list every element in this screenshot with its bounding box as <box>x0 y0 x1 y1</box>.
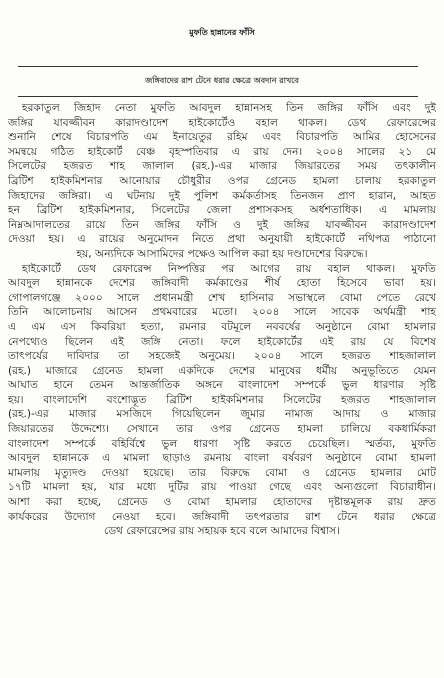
article-line: বাংলাদেশ সম্পর্কে বহির্বিশ্বে ভুল ধারণা সৃষ্টি করতে চেয়েছিল। স্মর্তব্য, মুফতি <box>8 437 436 450</box>
article-line: হন ব্রিটিশ হাইকমিশনার, সিলেটের জেলা প্রশাসকসহ অর্ধশতাধিক। এ মামলায় <box>8 204 436 217</box>
article-line: হয়। বাংলাদেশি বংশোদ্ভূত ব্রিটিশ হাইকমিশনার সিলেটের হজরত শাহজালাল <box>8 393 436 406</box>
article-line: এ এম এস কিবরিয়া হত্যা, রমনার বটমূলে নববর্ষের অনুষ্ঠানে বোমা হামলার <box>8 320 436 333</box>
article-line: নিম্নআদালতের রায়ে তিন জঙ্গির ফাঁসি ও দুই জঙ্গির যাবজ্জীবন কারাদণ্ডাদেশ <box>8 218 436 231</box>
article-line: (রহ.)-এর মাজার মসজিদে গিয়েছিলেন জুমার নামাজ আদায় ও মাজার <box>8 408 436 421</box>
article-line: জিয়ারতের উদ্দেশ্যে। সেখানে তার ওপর গ্রেনেড হামলা চালিয়ে বকধার্মিকরা <box>8 423 436 436</box>
top-divider <box>18 66 418 67</box>
article-line: ১৭টি মামলা হয়, যার মধ্যে দুটির রায় পাওয়া গেছে এবং অন্যগুলো বিচারাধীন। <box>8 481 436 494</box>
article-line: সিলেটের হজরত শাহ জালাল (রহ.)-এর মাজার জিয়ারতের সময় তৎকালীন <box>8 160 436 173</box>
article-body <box>8 101 436 539</box>
article-line: তিনি আলোচনায় আসেন প্রথমবারের মতো। ২০০৪ সালে সাবেক অর্থমন্ত্রী শাহ <box>8 306 436 319</box>
article-line: হয়, অন্যদিকে আসামিদের পক্ষেও আপিল করা হয় দণ্ডাদেশের বিরুদ্ধে। <box>76 247 368 260</box>
article-line: সমন্বয়ে গঠিত হাইকোর্ট বেঞ্চ বৃহস্পতিবার এ রায় দেন। ২০০৪ সালের ২১ মে <box>8 145 436 158</box>
article-line: জঙ্গির যাবজ্জীবন কারাদণ্ডাদেশ হাইকোর্টেও বহাল থাকল। ডেথ রেফারেন্সের <box>8 116 436 129</box>
article-line: দেওয়া হয়। এ রায়ের অনুমোদন নিতে প্রথা অনুযায়ী হাইকোর্টে নথিপত্র পাঠানো <box>8 233 436 246</box>
article-line: ডেথ রেফারেন্সের রায় সহায়ক হবে বলে আমাদের বিশ্বাস। <box>104 525 340 538</box>
article-line: আবদুল হান্নানকে এ মামলা ছাড়াও রমনায় বাংলা বর্ষবরণ অনুষ্ঠানে বোমা হামলা <box>8 452 436 465</box>
article-line: নেপথ্যেও ছিলেন এই জঙ্গি নেতা। ফলে হাইকোর্টের এই রায় যে বিশেষ <box>8 335 436 348</box>
article-line: (রহ.) মাজারে গ্রেনেড হামলা একদিকে দেশের মানুষের ধর্মীয় অনুভূতিতে যেমন <box>8 364 436 377</box>
article-line: শুনানি শেষে বিচারপতি এম ইনায়েতুর রহিম এবং বিচারপতি আমির হোসেনের <box>8 131 436 144</box>
article-line: গোপালগঞ্জে ২০০০ সালে প্রধানমন্ত্রী শেখ হাসিনার সভাস্থলে বোমা পেতে রেখে <box>8 291 436 304</box>
article-line: আঘাত হানে তেমন আন্তর্জাতিক অঙ্গনে বাংলাদেশ সম্পর্কে ভুল ধারণার সৃষ্টি <box>8 379 436 392</box>
article-line: মামলায় মৃত্যুদণ্ড দেওয়া হয়েছে। তার বিরুদ্ধে বোমা ও গ্রেনেড হামলার মোট <box>8 466 436 479</box>
article-line: আবদুল হান্নানকে দেশের জঙ্গিবাদী কর্মকাণ্ডের শীর্ষ হোতা হিসেবে ভাবা হয়। <box>8 277 436 290</box>
subheadline: জঙ্গিবাদের রাশ টেনে ধরার ক্ষেত্রে অবদান রাখবে <box>145 75 299 85</box>
article-line: ব্রিটিশ হাইকমিশনার আনোয়ার চৌধুরীর ওপর গ্রেনেড হামলা চালায় হরকাতুল <box>8 174 436 187</box>
article-line: কার্যকরের উদ্যোগ নেওয়া হবে। জঙ্গিবাদী তৎপরতার রাশ টেনে ধরার ক্ষেত্রে <box>8 510 436 523</box>
article-line: তাৎপর্যের দাবিদার তা সহজেই অনুমেয়। ২০০৪ সালে হজরত শাহজালাল <box>8 350 436 363</box>
bottom-divider <box>18 96 418 97</box>
article-line: হাইকোর্টে ডেথ রেফারেন্স নিষ্পত্তির পর আগের রায় বহাল থাকল। মুফতি <box>22 262 436 275</box>
article-line: জিহাদের জঙ্গিরা। এ ঘটনায় দুই পুলিশ কর্মকর্তাসহ তিনজন প্রাণ হারান, আহত <box>8 189 436 202</box>
headline: মুফতি হান্নানের ফাঁসি <box>189 27 255 37</box>
article-line: আশা করা হচ্ছে, গ্রেনেড ও বোমা হামলার হোতাদের দৃষ্টান্তমূলক রায় দ্রুত <box>8 496 436 509</box>
article-line: হরকাতুল জিহাদ নেতা মুফতি আবদুল হান্নানসহ তিন জঙ্গির ফাঁসি এবং দুই <box>22 102 436 114</box>
